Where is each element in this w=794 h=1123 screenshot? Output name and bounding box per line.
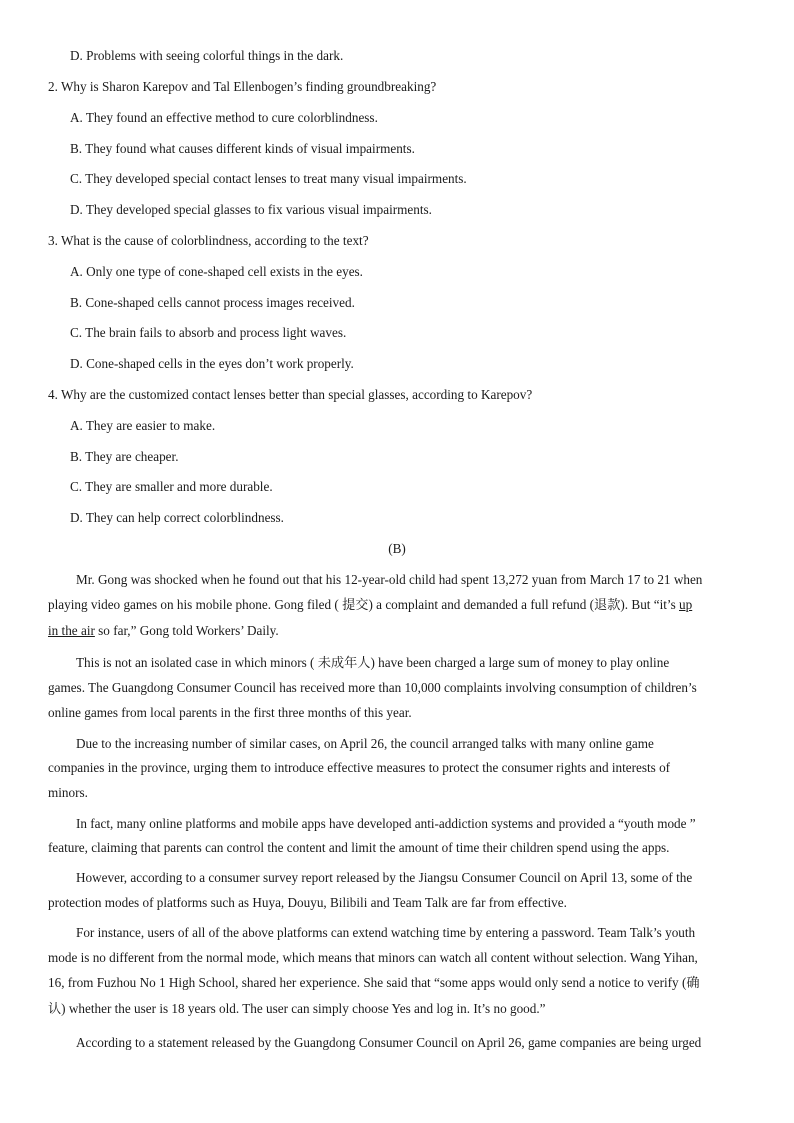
p2-line-1: This is not an isolated case in which minors ( 未成年人) have been charged a large sum of money to play online <box>76 655 670 670</box>
passage-title: (B) <box>388 541 406 556</box>
q4-option-a: A. They are easier to make. <box>70 418 216 433</box>
q4-option-c: C. They are smaller and more durable. <box>70 479 273 494</box>
p1-line-2-text: playing video games on his mobile phone. Gong filed ( 提交) a complaint and demanded a full refund (退款). But “it’s <box>48 597 680 612</box>
q3-option-d: D. Cone-shaped cells in the eyes don’t work properly. <box>70 356 354 371</box>
underlined-phrase-part-1: up <box>679 597 693 612</box>
p3-line-2: companies in the province, urging them to introduce effective measures to protect the consumer rights and interests of <box>48 760 671 775</box>
q2-question: 2. Why is Sharon Karepov and Tal Ellenbogen’s finding groundbreaking? <box>48 79 437 94</box>
q3-option-c: C. The brain fails to absorb and process light waves. <box>70 325 347 340</box>
q4-question: 4. Why are the customized contact lenses better than special glasses, according to Karepov? <box>48 387 533 402</box>
p1-line-1: Mr. Gong was shocked when he found out that his 12-year-old child had spent 13,272 yuan from March 17 to 21 when <box>76 572 703 587</box>
p6-line-3: 16, from Fuzhou No 1 High School, shared her experience. She said that “some apps would only send a notice to verify (确 <box>48 975 700 990</box>
p1-line-3-text: so far,” Gong told Workers’ Daily. <box>94 623 279 638</box>
q3-option-b: B. Cone-shaped cells cannot process images received. <box>70 295 355 310</box>
p4-line-1: In fact, many online platforms and mobile apps have developed anti-addiction systems and provided a “youth mode ” <box>76 816 696 831</box>
p2-line-3: online games from local parents in the first three months of this year. <box>48 705 412 720</box>
p7-line-1: According to a statement released by the Guangdong Consumer Council on April 26, game companies are being urged <box>76 1035 702 1050</box>
p6-line-2: mode is no different from the normal mode, which means that minors can watch all content without selection. Wang Yihan, <box>48 950 698 965</box>
p2-line-2: games. The Guangdong Consumer Council has received more than 10,000 complaints involving consumption of children’s <box>48 680 697 695</box>
q2-option-a: A. They found an effective method to cure colorblindness. <box>70 110 378 125</box>
p5-line-1: However, according to a consumer survey report released by the Jiangsu Consumer Council on April 13, some of the <box>76 870 693 885</box>
q2-option-b: B. They found what causes different kinds of visual impairments. <box>70 141 415 156</box>
q2-option-d: D. They developed special glasses to fix various visual impairments. <box>70 202 432 217</box>
q3-question: 3. What is the cause of colorblindness, according to the text? <box>48 233 369 248</box>
q2-option-c: C. They developed special contact lenses to treat many visual impairments. <box>70 171 467 186</box>
q4-option-b: B. They are cheaper. <box>70 449 179 464</box>
p4-line-2: feature, claiming that parents can control the content and limit the amount of time their children spend using the apps. <box>48 840 670 855</box>
p1-line-3 <box>48 623 279 639</box>
p6-line-4: 认) whether the user is 18 years old. The user can simply choose Yes and log in. It’s no good.” <box>48 1001 546 1016</box>
q4-option-d: D. They can help correct colorblindness. <box>70 510 284 525</box>
p6-line-1: For instance, users of all of the above platforms can extend watching time by entering a password. Team Talk’s youth <box>76 925 696 940</box>
q1-option-d: D. Problems with seeing colorful things in the dark. <box>70 48 344 63</box>
p3-line-3: minors. <box>48 785 88 800</box>
underlined-phrase-part-2: in the air <box>48 623 95 638</box>
p5-line-2: protection modes of platforms such as Huya, Douyu, Bilibili and Team Talk are far from effective. <box>48 895 567 910</box>
p1-line-2 <box>48 597 692 613</box>
p3-line-1: Due to the increasing number of similar cases, on April 26, the council arranged talks with many online game <box>76 736 654 751</box>
q3-option-a: A. Only one type of cone-shaped cell exists in the eyes. <box>70 264 363 279</box>
